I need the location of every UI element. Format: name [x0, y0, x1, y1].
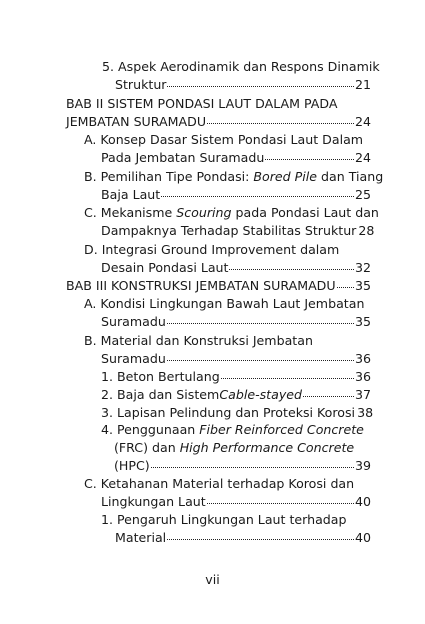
dot-leader [167, 539, 354, 540]
dot-leader [207, 123, 354, 124]
dot-leader [337, 287, 354, 288]
page-number: 38 [357, 405, 374, 420]
page-number: 39 [354, 458, 371, 473]
toc-entry: JEMBATAN SURAMADU 24 [66, 112, 371, 132]
page-number: 24 [354, 114, 371, 129]
toc-entry: Suramadu 35 [101, 312, 371, 332]
toc-entry: D. Integrasi Ground Improvement dalam [84, 242, 340, 257]
toc-entry: A. Kondisi Lingkungan Bawah Laut Jembatan [84, 296, 365, 311]
toc-entry: Desain Pondasi Laut 32 [101, 258, 371, 278]
toc-entry: Baja Laut 25 [101, 185, 371, 205]
dot-leader [207, 503, 354, 504]
toc-entry: 4. Penggunaan Fiber Reinforced Concrete [101, 422, 364, 437]
toc-entry: B. Material dan Konstruksi Jembatan [84, 333, 313, 348]
page-number: 37 [354, 387, 371, 402]
toc-entry: A. Konsep Dasar Sistem Pondasi Laut Dalam [84, 132, 364, 147]
dot-leader [221, 378, 354, 379]
toc-entry: 1. Beton Bertulang 36 [101, 367, 371, 387]
toc-entry: Material 40 [115, 528, 371, 548]
page-number: 25 [354, 187, 371, 202]
toc-entry: B. Pemilihan Tipe Pondasi: Bored Pile dan Tiang [84, 169, 384, 184]
dot-leader [167, 360, 354, 361]
toc-entry: BAB III KONSTRUKSI JEMBATAN SURAMADU 35 [66, 276, 371, 296]
page-number: 24 [354, 150, 371, 165]
page-number: 21 [354, 77, 371, 92]
page-number: 40 [354, 494, 371, 509]
toc-entry: 5. Aspek Aerodinamik dan Respons Dinamik [102, 59, 380, 74]
dot-leader [303, 396, 354, 397]
toc-entry: BAB II SISTEM PONDASI LAUT DALAM PADA [66, 96, 338, 111]
dot-leader [265, 159, 354, 160]
page-number: 40 [354, 530, 371, 545]
toc-entry: Dampaknya Terhadap Stabilitas Struktur 28 [101, 221, 371, 241]
dot-leader [161, 196, 354, 197]
page-footer-number: vii [205, 572, 220, 587]
dot-leader [229, 269, 354, 270]
toc-entry: 2. Baja dan Sistem Cable-stayed 37 [101, 385, 371, 405]
page-number: 28 [358, 223, 375, 238]
dot-leader [167, 86, 353, 87]
page-number: 35 [354, 278, 371, 293]
toc-entry: Struktur 21 [115, 75, 371, 95]
toc-entry: 3. Lapisan Pelindung dan Proteksi Korosi 38 [101, 403, 371, 423]
toc-entry: 1. Pengaruh Lingkungan Laut terhadap [101, 512, 347, 527]
page-number: 32 [354, 260, 371, 275]
toc-entry: Pada Jembatan Suramadu 24 [101, 148, 371, 168]
toc-entry: C. Ketahanan Material terhadap Korosi dan [84, 476, 355, 491]
page-number: 36 [354, 351, 371, 366]
toc-entry: (FRC) dan High Performance Concrete [114, 440, 355, 455]
dot-leader [167, 323, 354, 324]
page-number: 35 [354, 314, 371, 329]
toc-entry: Lingkungan Laut 40 [101, 492, 371, 512]
toc-entry: Suramadu 36 [101, 349, 371, 369]
toc-entry: C. Mekanisme Scouring pada Pondasi Laut dan [84, 205, 379, 220]
toc-entry: (HPC) 39 [114, 456, 371, 476]
page-number: 36 [354, 369, 371, 384]
dot-leader [151, 467, 354, 468]
